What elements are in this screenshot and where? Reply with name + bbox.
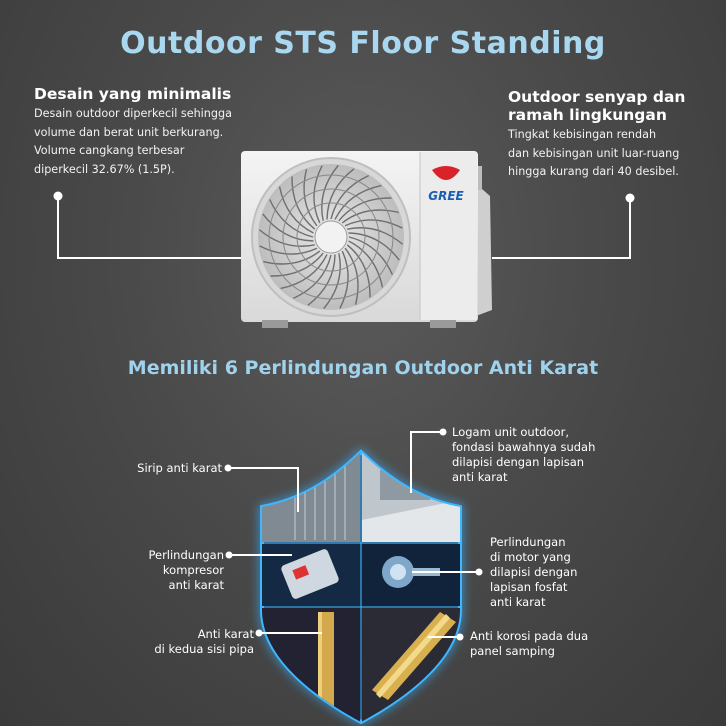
shield-icon: [262, 452, 460, 722]
protection-line: di kedua sisi pipa: [154, 642, 254, 656]
right-feature-line: Tingkat kebisingan rendah: [508, 128, 657, 141]
protection-line: Perlindungan: [490, 535, 566, 549]
left-feature-line: Desain outdoor diperkecil sehingga: [34, 107, 232, 120]
left-feature-line: diperkecil 32.67% (1.5P).: [34, 162, 175, 176]
left-feature-line: volume dan berat unit berkurang.: [34, 125, 224, 139]
protection-label-pipa: [154, 627, 254, 657]
protection-line: anti karat: [168, 578, 224, 592]
protection-line: panel samping: [470, 644, 555, 658]
protection-label-sirip: [137, 461, 222, 476]
protection-line: kompresor: [162, 563, 224, 577]
page-title: Outdoor STS Floor Standing: [120, 26, 606, 61]
protection-line: Anti karat: [197, 627, 254, 641]
protection-line: Logam unit outdoor,: [452, 425, 569, 439]
protection-label-motor: [490, 535, 577, 610]
protection-line: dilapisi dengan: [490, 565, 578, 579]
right-feature-line: hingga kurang dari 40 desibel.: [508, 165, 679, 178]
protection-line: anti karat: [490, 595, 546, 609]
left-feature-heading: Desain yang minimalis: [34, 85, 232, 103]
protection-label-panel: [470, 629, 588, 659]
right-feature-heading-line: ramah lingkungan: [508, 106, 667, 124]
protection-line: Sirip anti karat: [137, 461, 222, 475]
connector-logam: [411, 429, 447, 494]
protection-line: di motor yang: [490, 550, 571, 564]
protection-line: dilapisi dengan lapisan: [452, 455, 585, 469]
protection-line: fondasi bawahnya sudah: [452, 440, 596, 454]
brand-name: GREE: [428, 189, 464, 203]
protection-label-logam: [452, 425, 595, 485]
protections-subtitle: Memiliki 6 Perlindungan Outdoor Anti Karat: [127, 357, 599, 379]
protection-line: anti karat: [452, 470, 508, 484]
protection-line: Anti korosi pada dua: [470, 629, 589, 643]
protection-label-kompresor: [148, 548, 224, 593]
protection-line: Perlindungan: [148, 548, 224, 562]
protection-line: lapisan fosfat: [490, 580, 568, 594]
right-feature-line: dan kebisingan unit luar-ruang: [508, 146, 680, 160]
right-feature-heading-line: Outdoor senyap dan: [508, 88, 686, 106]
left-feature-line: Volume cangkang terbesar: [34, 144, 185, 157]
